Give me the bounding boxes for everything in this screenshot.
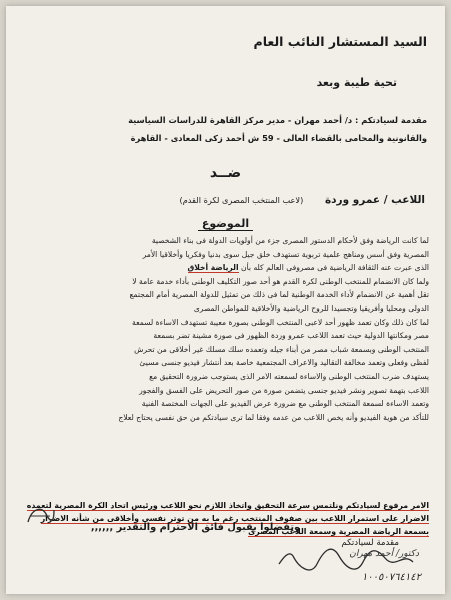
against-heading: ضــد — [209, 165, 242, 181]
letter-body — [24, 234, 429, 424]
initials-scribble-icon — [24, 502, 58, 528]
presenter-label: مقدمة لسيادتكم — [341, 538, 399, 548]
body-line — [24, 261, 429, 275]
letter-page — [6, 6, 445, 594]
defendant-name: اللاعب / عمرو وردة — [324, 194, 425, 206]
signature-name: دكتور/ أحمد مهران — [349, 549, 419, 559]
defendant-line — [24, 194, 425, 206]
phone-number: ١٠٠٥٠٧٦٤١٤٢ — [361, 572, 421, 583]
greeting: تحية طيبة وبعد — [316, 76, 397, 89]
subject-label: الموضوع — [198, 217, 253, 231]
body-line: لما كان ذلك وكان تعمد ظهور أحد لاعبى المنتخب الوطنى بصورة معيبة تستهدف الاساءة لسمعة — [132, 317, 429, 327]
body-line: ولما كان الانضمام للمنتخب الوطنى لكرة القدم هو أحد صور التكليف الوطنى بأداء خدمة عامة لا — [132, 276, 429, 286]
body-line: مصر ومكانتها الدولية حيث تعمد اللاعب عمرو وردة الظهور فى صورة مشينة تضر بسمعة — [153, 331, 429, 341]
defendant-description: (لاعب المنتخب المصرى لكرة القدم) — [179, 195, 304, 205]
body-line: يستهدف ضرب المنتخب الوطنى والاساءة لسمعته الامر الذى يستوجب ضرورة التحقيق مع — [149, 371, 429, 381]
request-text: الامر مرفوع لسيادتكم ونلتمس سرعة التحقيق واتخاذ اللازم نحو اللاعب ورئيس اتحاد الكرة المصرية لتعمده الاضرار على استمرار اللاعب بين صفوف المنتخب رغم ما به من توتر نفسى وأخلاقى من شأنه الاضرار بسمعة الرياضة المصرية وسمعة اللاعب المصرى — [26, 501, 429, 536]
sports-ethics-phrase: الرياضة أخلاق — [187, 263, 239, 273]
body-line: اللاعب بتهمة تصوير ونشر فيديو جنسى يتضمن صورة من صور التحريض على الفسق والفجور — [139, 385, 429, 395]
sender-line-1: مقدمة لسيادتكم : د/ أحمد مهران - مدير مركز القاهرة للدراسات السياسية — [128, 115, 427, 125]
body-line: للتأكد من هوية الفيديو وأنه يخص اللاعب من عدمه وفقا لما ترى سيادتكم من حق نفسى يحتاج لعلاج — [118, 412, 429, 422]
subject-heading — [6, 217, 445, 230]
body-line: لما كانت الرياضة وفق لأحكام الدستور المصرى جزء من أولويات الدولة فى بناء الشخصية — [151, 236, 429, 245]
body-line: المنتخب الوطنى وبسمعة شباب مصر من أبناء جيله وتعمده سلك مسلك غير أخلاقى من تحرش — [134, 344, 429, 354]
signature-handwritten — [273, 544, 423, 574]
sender-line-2: والقانونية والمحامى بالقضاء العالى - 59 ش أحمد زكى المعادى - القاهرة — [130, 133, 427, 143]
body-line: المصرية وفق أسس ومناهج علمية تربوية تستهدف خلق جيل سوى بدنيا وفكريا وأخلاقيا الأمر — [142, 249, 429, 259]
body-line-text: الذى عبرت عنه الثقافة الرياضية فى مصروفى العالم كله بأن — [241, 263, 429, 273]
closing-line: وتفضلوا بقبول فائق الاحترام والتقدير ,,,,,, — [90, 522, 301, 533]
body-line: تقل أهمية عن الانضمام لأداء الخدمة الوطنية لما فى ذلك من تمثيل للدولة المصرية أمام المجتمع — [129, 290, 429, 300]
body-line: الدولى ومحليا وأفريقيا وتجسيدا للروح الرياضية والأخلاقية للمواطن المصرى — [193, 303, 429, 313]
body-line: لفظى وفعلى وتعمد مخالفة التقاليد والاعراف المجتمعية خاصة بعد أنتشار فيديو جنسى مسيئ — [139, 358, 429, 368]
body-line: وتعمد الاساءة لسمعة المنتخب الوطنى مع ضرورة عرض الفيديو على الجهات المختصة الفنية — [141, 399, 429, 409]
addressee-title: السيد المستشار النائب العام — [253, 34, 427, 49]
